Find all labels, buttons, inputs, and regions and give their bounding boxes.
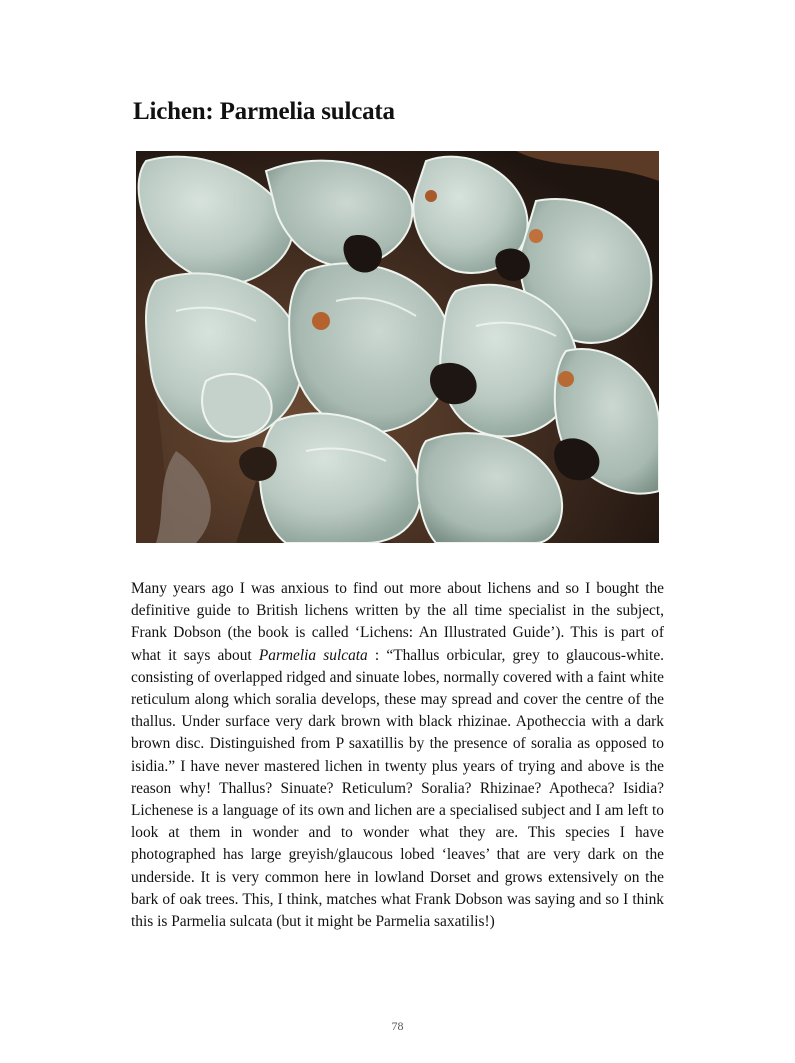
species-name-italic: Parmelia sulcata xyxy=(258,646,368,664)
lichen-lobe xyxy=(202,374,272,437)
page-number: 78 xyxy=(391,1019,404,1033)
apothecium-spot xyxy=(529,229,543,243)
apothecium-spot xyxy=(425,190,437,202)
body-text-part-1: Many years ago I was anxious to find out more about lichens and so I bought the definitive guide to British lichens written by the all time specialist in the subject, Frank Dobson (the book is called ‘Lichens: An Illustrated Guide’). This is part of what it says about xyxy=(131,580,664,664)
page-title: Lichen: Parmelia sulcata xyxy=(133,98,395,125)
lichen-photo xyxy=(136,151,659,543)
apothecium-spot xyxy=(558,371,574,387)
body-paragraph xyxy=(131,578,664,933)
body-text-part-2: : “Thallus orbicular, grey to glaucous-white. consisting of overlapped ridged and sinuate lobes, normally covered with a faint white reticulum along which soralia develops, these may spread and cover the centre of the thallus. Under surface very dark brown with black rhizinae. Apotheccia with a dark brown disc. Distinguished from P saxatillis by the presence of soralia as opposed to isidia.” I have never mastered lichen in twenty plus years of trying and above is the reason why! Thallus? Sinuate? Reticulum? Soralia? Rhizinae? Apotheca? Isidia? Lichenese is a language of its own and lichen are a specialised subject and I am left to look at them in wonder and to wonder what they are. This species I have photographed has large greyish/glaucous lobed ‘leaves’ that are very dark on the underside. It is very common here in lowland Dorset and grows extensively on the bark of oak trees. This, I think, matches what Frank Dobson was saying and so I think this is Parmelia sulcata (but it might be Parmelia saxatilis!) xyxy=(131,646,664,931)
lichen-photo-illustration xyxy=(136,151,659,543)
apothecium-spot xyxy=(312,312,330,330)
